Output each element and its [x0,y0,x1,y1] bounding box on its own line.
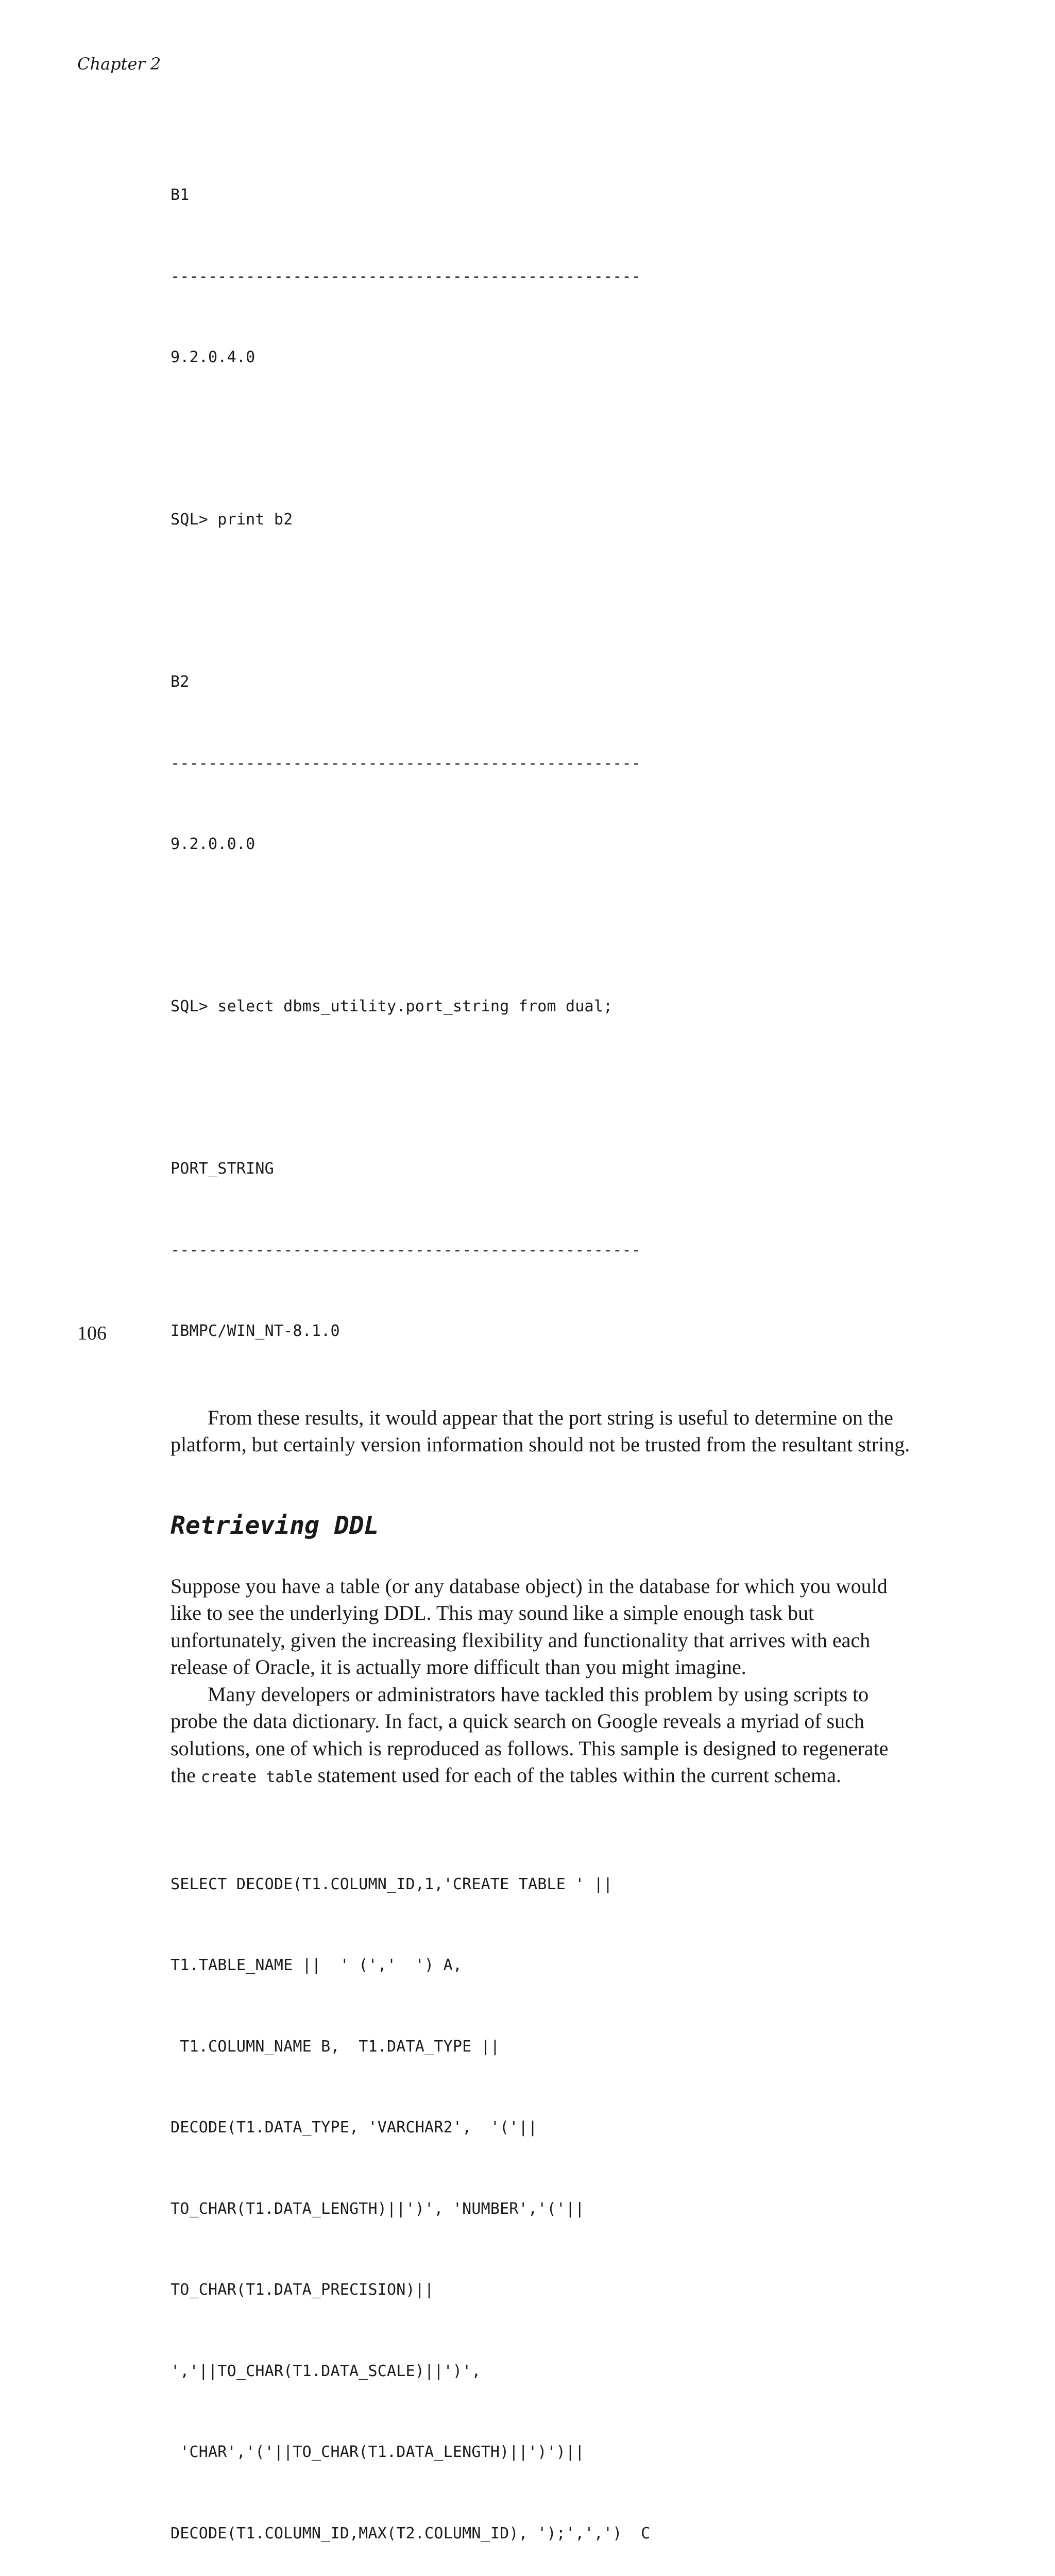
paragraph-ddl-intro: Suppose you have a table (or any database object) in the database for which you would like to see the underlying DDL. This may sound like a simple enough task but unfortunately, given the increasing flexibility and functionality that arrives with each release of Oracle, it is actually more difficult than you might imagine. [171,1573,912,1681]
code-line: -------------------------------------------------- [171,750,912,777]
paragraph-port-string: From these results, it would appear that the port string is useful to determine on the platform, but certainly version information should not be trusted from the resultant string. [171,1404,912,1459]
code-line: IBMPC/WIN_NT-8.1.0 [171,1318,912,1345]
page-content [171,128,912,2576]
page-number: 106 [77,1322,107,1345]
code-line: 'CHAR','('||TO_CHAR(T1.DATA_LENGTH)||')')|| [171,2439,912,2466]
paragraph-text: Many developers or administrators have tackled this problem by using scripts to probe the data dictionary. In fact, a quick search on Google reveals a myriad of such solutions, one of which is reproduced as follows. This sample is designed to regenerate the [171,1683,888,1787]
paragraph-ddl-scripts [171,1681,912,1791]
code-line: SELECT DECODE(T1.COLUMN_ID,1,'CREATE TABLE ' || [171,1871,912,1899]
code-line: 9.2.0.4.0 [171,344,912,371]
code-line: DECODE(T1.DATA_TYPE, 'VARCHAR2', '('|| [171,2114,912,2142]
code-line: TO_CHAR(T1.DATA_LENGTH)||')', 'NUMBER','('|| [171,2196,912,2223]
code-block-sql [171,1817,912,2576]
code-line [171,1075,912,1102]
code-line [171,426,912,453]
code-line: TO_CHAR(T1.DATA_PRECISION)|| [171,2277,912,2304]
code-line: PORT_STRING [171,1156,912,1183]
running-head: Chapter 2 [77,54,161,74]
code-line [171,588,912,615]
code-line: SQL> select dbms_utility.port_string from dual; [171,993,912,1021]
code-line: -------------------------------------------------- [171,263,912,291]
section-heading: Retrieving DDL [171,1510,912,1541]
code-line: T1.TABLE_NAME || ' (',' ') A, [171,1952,912,1979]
code-line: B1 [171,182,912,209]
code-line [171,912,912,940]
code-line: -------------------------------------------------- [171,1237,912,1264]
code-line: 9.2.0.0.0 [171,831,912,858]
code-line: DECODE(T1.COLUMN_ID,MAX(T2.COLUMN_ID), ');',',') C [171,2520,912,2548]
code-block-output [171,128,912,1399]
code-line: B2 [171,669,912,696]
code-line: SQL> print b2 [171,506,912,534]
paragraph-text: statement used for each of the tables within the current schema. [313,1764,841,1787]
inline-code: create table [201,1768,313,1786]
code-line: T1.COLUMN_NAME B, T1.DATA_TYPE || [171,2033,912,2061]
code-line: ','||TO_CHAR(T1.DATA_SCALE)||')', [171,2358,912,2385]
